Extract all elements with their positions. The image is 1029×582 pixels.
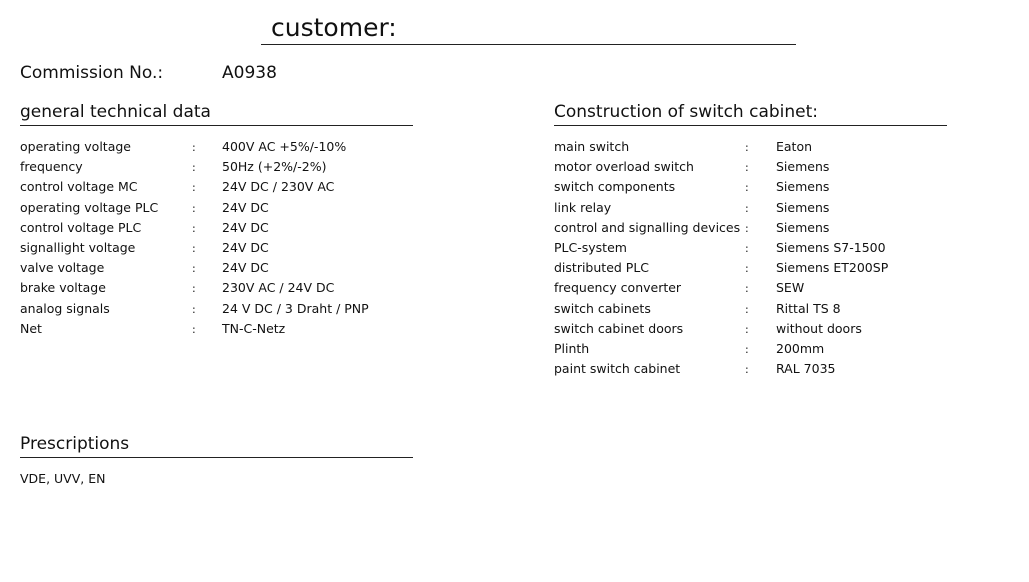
cabinet-spec-value: Siemens [776, 179, 830, 195]
cabinet-spec-value: Siemens S7-1500 [776, 239, 886, 255]
cabinet-spec-colon: : [745, 342, 749, 356]
cabinet-spec-colon: : [745, 201, 749, 215]
cabinet-spec-colon: : [745, 161, 749, 175]
commission-label: Commission No.: [20, 63, 164, 83]
switch-cabinet-construction-heading: Construction of switch cabinet: [554, 102, 947, 126]
technical-data-row [20, 158, 400, 178]
technical-data-colon: : [192, 322, 196, 336]
technical-data-label: operating voltage [20, 139, 131, 154]
prescriptions-heading: Prescriptions [20, 434, 413, 458]
technical-data-label: valve voltage [20, 260, 105, 276]
cabinet-spec-label: Plinth [554, 340, 590, 356]
cabinet-spec-row [554, 239, 944, 259]
cabinet-spec-label: switch cabinets [554, 300, 651, 316]
technical-data-label: control voltage MC [20, 179, 138, 195]
general-technical-data-heading: general technical data [20, 102, 413, 126]
technical-data-colon: : [192, 241, 196, 255]
cabinet-spec-colon: : [745, 262, 749, 276]
cabinet-spec-value: Siemens [776, 159, 830, 175]
cabinet-spec-row [554, 199, 944, 219]
cabinet-spec-label: switch components [554, 179, 676, 195]
technical-data-row [20, 320, 400, 340]
prescriptions-text: VDE, UVV, EN [20, 471, 106, 486]
technical-data-value: 230V AC / 24V DC [222, 280, 335, 296]
technical-data-row [20, 199, 400, 219]
technical-data-row [20, 178, 400, 198]
technical-data-colon: : [192, 161, 196, 175]
cabinet-spec-value: 200mm [776, 340, 825, 356]
cabinet-spec-colon: : [745, 241, 749, 255]
technical-data-colon: : [192, 221, 196, 235]
technical-data-label: signallight voltage [20, 239, 136, 255]
technical-data-row [20, 259, 400, 279]
technical-data-colon: : [192, 141, 196, 154]
cabinet-spec-value: SEW [776, 280, 805, 296]
cabinet-spec-row [554, 300, 944, 320]
cabinet-spec-value: without doors [776, 320, 862, 336]
cabinet-spec-colon: : [745, 322, 749, 336]
cabinet-spec-row [554, 259, 944, 279]
switch-cabinet-construction-list [554, 138, 944, 380]
technical-data-value: 50Hz (+2%/-2%) [222, 159, 327, 175]
cabinet-spec-row [554, 178, 944, 198]
technical-data-label: Net [20, 320, 42, 336]
cabinet-spec-label: PLC-system [554, 239, 627, 255]
technical-data-row [20, 239, 400, 259]
cabinet-spec-value: Siemens ET200SP [776, 260, 889, 276]
cabinet-spec-value: Siemens [776, 219, 830, 235]
cabinet-spec-label: distributed PLC [554, 260, 650, 276]
customer-line [261, 12, 796, 45]
cabinet-spec-label: main switch [554, 139, 630, 154]
cabinet-spec-value: Rittal TS 8 [776, 300, 841, 316]
cabinet-spec-value: Siemens [776, 199, 830, 215]
technical-data-value: 24 V DC / 3 Draht / PNP [222, 300, 369, 316]
cabinet-spec-row [554, 360, 944, 380]
cabinet-spec-row [554, 158, 944, 178]
cabinet-spec-colon: : [745, 141, 749, 154]
cabinet-spec-value: RAL 7035 [776, 361, 836, 377]
technical-data-colon: : [192, 282, 196, 296]
technical-data-value: 24V DC [222, 239, 269, 255]
technical-data-colon: : [192, 262, 196, 276]
cabinet-spec-value: Eaton [776, 139, 813, 154]
technical-data-label: frequency [20, 159, 83, 175]
cabinet-spec-row [554, 279, 944, 299]
general-technical-data-list [20, 138, 400, 340]
cabinet-spec-label: motor overload switch [554, 159, 694, 175]
cabinet-spec-label: frequency converter [554, 280, 682, 296]
technical-data-row [20, 219, 400, 239]
cabinet-spec-colon: : [745, 221, 749, 235]
cabinet-spec-row [554, 340, 944, 360]
customer-label: customer: [271, 13, 397, 42]
technical-data-colon: : [192, 302, 196, 316]
cabinet-spec-row [554, 138, 944, 158]
cabinet-spec-colon: : [745, 181, 749, 195]
technical-data-value: 24V DC [222, 199, 269, 215]
technical-data-value: TN-C-Netz [222, 320, 286, 336]
technical-data-label: control voltage PLC [20, 219, 142, 235]
cabinet-spec-colon: : [745, 302, 749, 316]
technical-data-label: analog signals [20, 300, 110, 316]
cabinet-spec-colon: : [745, 363, 749, 377]
cabinet-spec-label: link relay [554, 199, 612, 215]
technical-data-row [20, 300, 400, 320]
technical-data-label: brake voltage [20, 280, 106, 296]
cabinet-spec-colon: : [745, 282, 749, 296]
cabinet-spec-label: control and signalling devices [554, 219, 741, 235]
technical-data-value: 24V DC [222, 260, 269, 276]
technical-data-value: 400V AC +5%/-10% [222, 139, 347, 154]
technical-data-row [20, 279, 400, 299]
cabinet-spec-label: switch cabinet doors [554, 320, 684, 336]
cabinet-spec-row [554, 320, 944, 340]
technical-data-colon: : [192, 181, 196, 195]
technical-data-label: operating voltage PLC [20, 199, 159, 215]
technical-data-value: 24V DC / 230V AC [222, 179, 335, 195]
technical-data-colon: : [192, 201, 196, 215]
cabinet-spec-row [554, 219, 944, 239]
commission-number: A0938 [222, 63, 277, 83]
cabinet-spec-label: paint switch cabinet [554, 361, 681, 377]
technical-data-value: 24V DC [222, 219, 269, 235]
technical-data-row [20, 138, 400, 158]
